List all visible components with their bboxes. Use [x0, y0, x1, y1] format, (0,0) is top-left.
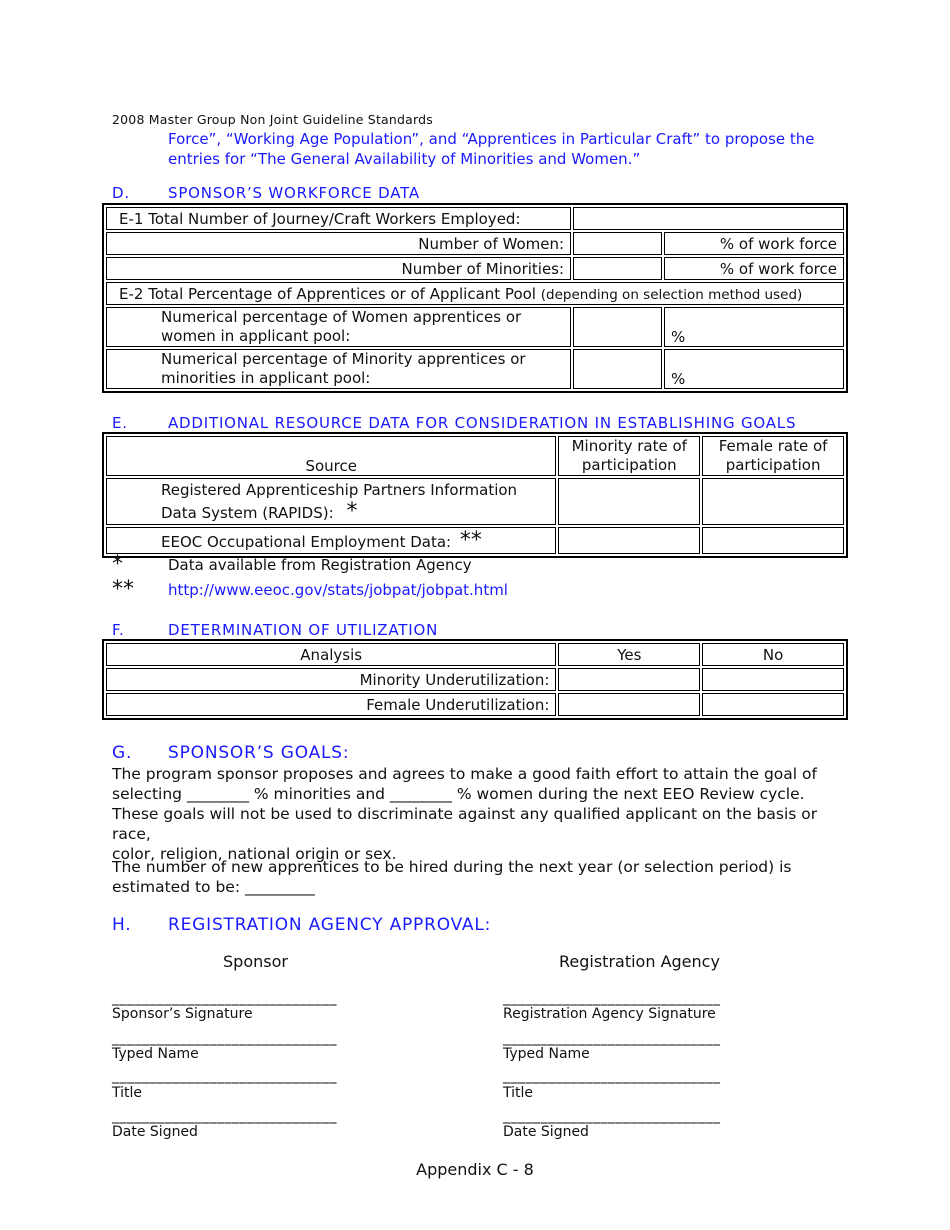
women-pct-field[interactable]: % of work force: [664, 232, 844, 255]
section-h-heading: [112, 915, 812, 937]
source-header: Source: [106, 436, 556, 476]
e2-note: (depending on selection method used): [540, 286, 803, 303]
table-row: [106, 693, 844, 716]
section-d-heading: [112, 184, 812, 204]
women-pct-percent-field[interactable]: %: [664, 307, 844, 347]
agency-typed-name-label: Typed Name: [503, 1046, 590, 1062]
agency-title-label: Title: [503, 1085, 534, 1101]
page-header: 2008 Master Group Non Joint Guideline Standards: [112, 112, 433, 127]
section-letter: G.: [112, 743, 133, 763]
agency-date-label: Date Signed: [503, 1124, 589, 1140]
section-title: SPONSOR’S GOALS:: [168, 743, 350, 763]
women-pct-label: [106, 307, 571, 347]
resource-data-table: [102, 432, 848, 558]
table-row: [106, 232, 844, 255]
section-letter: H.: [112, 915, 132, 935]
apprentices-estimate-paragraph: [112, 857, 842, 897]
minority-rate-header: [558, 436, 700, 476]
page-footer: Appendix C - 8: [416, 1160, 534, 1179]
sponsor-date-label: Date Signed: [112, 1124, 198, 1140]
section-g-heading: [112, 743, 812, 765]
sponsor-typed-name-label: Typed Name: [112, 1046, 199, 1062]
table-row: [106, 307, 844, 347]
table-row: [106, 349, 844, 389]
agency-typed-name-line[interactable]: _____________________________: [503, 1030, 721, 1046]
header-line: participation: [581, 456, 677, 474]
footnote-1-text: Data available from Registration Agency: [168, 556, 472, 574]
minorities-pct-field[interactable]: % of work force: [664, 257, 844, 280]
e2-label-text: E-2 Total Percentage of Apprentices or of Applicant Pool: [119, 284, 536, 303]
analysis-header: Analysis: [106, 643, 556, 666]
rapids-minority-field[interactable]: [558, 478, 700, 525]
section-title: DETERMINATION OF UTILIZATION: [168, 621, 439, 639]
section-letter: F.: [112, 621, 125, 639]
female-rate-header: [702, 436, 844, 476]
footnote-2-mark: **: [112, 577, 134, 602]
section-title: REGISTRATION AGENCY APPROVAL:: [168, 915, 492, 935]
sponsor-date-line[interactable]: ______________________________: [112, 1108, 337, 1124]
rapids-label: [106, 478, 556, 525]
label-line: [161, 501, 549, 524]
paragraph-line: The program sponsor proposes and agrees to make a good faith effort to attain the goal of: [112, 765, 817, 783]
sponsor-signature-label: Sponsor’s Signature: [112, 1006, 253, 1022]
section-f-heading: [112, 621, 812, 641]
section-letter: E.: [112, 414, 128, 432]
sponsor-title-line[interactable]: ______________________________: [112, 1068, 337, 1084]
label-line: Numerical percentage of Women apprentices or: [161, 308, 522, 326]
women-count-field[interactable]: [573, 232, 662, 255]
female-underutilization-label: Female Underutilization:: [106, 693, 556, 716]
yes-header: Yes: [558, 643, 700, 666]
women-pct-value-field[interactable]: [573, 307, 662, 347]
eeoc-link[interactable]: http://www.eeoc.gov/stats/jobpat/jobpat.html: [168, 581, 508, 599]
intro-line-2: entries for “The General Availability of Minorities and Women.”: [168, 150, 641, 168]
workforce-table: [102, 203, 848, 393]
footnote-1-mark: *: [112, 552, 123, 577]
label-text: EEOC Occupational Employment Data:: [161, 533, 452, 551]
table-row: [106, 436, 844, 476]
women-label: Number of Women:: [106, 232, 571, 255]
label-line: Registered Apprenticeship Partners Information: [161, 481, 518, 499]
rapids-female-field[interactable]: [702, 478, 844, 525]
e2-label: [106, 282, 844, 305]
minority-pct-label: [106, 349, 571, 389]
agency-title-line[interactable]: _____________________________: [503, 1068, 721, 1084]
section-e-heading: [112, 414, 852, 434]
eeoc-female-field[interactable]: [702, 527, 844, 554]
paragraph-line: estimated to be: _________: [112, 878, 315, 896]
section-title: SPONSOR’S WORKFORCE DATA: [168, 184, 420, 202]
agency-signature-line[interactable]: _____________________________: [503, 990, 721, 1006]
female-yes-field[interactable]: [558, 693, 700, 716]
table-row: [106, 643, 844, 666]
no-header: No: [702, 643, 844, 666]
table-row: [106, 527, 844, 554]
section-letter: D.: [112, 184, 130, 202]
header-line: Minority rate of: [571, 437, 687, 455]
header-line: Female rate of: [718, 437, 828, 455]
sponsor-typed-name-line[interactable]: ______________________________: [112, 1030, 337, 1046]
e1-value-field[interactable]: [573, 207, 844, 230]
paragraph-line: selecting ________ % minorities and ________ % women during the next EEO Review cycle.: [112, 785, 805, 803]
utilization-table: [102, 639, 848, 720]
minority-no-field[interactable]: [702, 668, 844, 691]
eeoc-minority-field[interactable]: [558, 527, 700, 554]
intro-text: [168, 129, 868, 169]
section-title: ADDITIONAL RESOURCE DATA FOR CONSIDERATION IN ESTABLISHING GOALS: [168, 414, 797, 432]
paragraph-line: color, religion, national origin or sex.: [112, 845, 397, 863]
minority-underutilization-label: Minority Underutilization:: [106, 668, 556, 691]
table-row: [106, 207, 844, 230]
agency-signature-label: Registration Agency Signature: [503, 1006, 716, 1022]
label-line: minorities in applicant pool:: [161, 369, 371, 387]
paragraph-line: These goals will not be used to discriminate against any qualified applicant on the basis or race,: [112, 805, 818, 843]
minorities-label: Number of Minorities:: [106, 257, 571, 280]
agency-date-line[interactable]: _____________________________: [503, 1108, 721, 1124]
asterisk-mark: *: [346, 499, 358, 524]
table-row: [106, 668, 844, 691]
label-line: women in applicant pool:: [161, 327, 351, 345]
minorities-count-field[interactable]: [573, 257, 662, 280]
sponsor-heading: Sponsor: [223, 952, 288, 971]
sponsor-title-label: Title: [112, 1085, 143, 1101]
minority-yes-field[interactable]: [558, 668, 700, 691]
table-row: [106, 478, 844, 525]
minority-pct-percent-field[interactable]: %: [664, 349, 844, 389]
label-text: Data System (RAPIDS):: [161, 504, 334, 522]
table-row: [106, 282, 844, 305]
eeoc-label: [106, 527, 556, 554]
paragraph-line: The number of new apprentices to be hired during the next year (or selection period) is: [112, 858, 792, 876]
label-line: Numerical percentage of Minority apprentices or: [161, 350, 526, 368]
e1-label: E-1 Total Number of Journey/Craft Workers Employed:: [106, 207, 571, 230]
minority-pct-value-field[interactable]: [573, 349, 662, 389]
header-line: participation: [725, 456, 821, 474]
table-row: [106, 257, 844, 280]
female-no-field[interactable]: [702, 693, 844, 716]
agency-heading: Registration Agency: [559, 952, 720, 971]
sponsor-signature-line[interactable]: ______________________________: [112, 990, 337, 1006]
intro-line-1: Force”, “Working Age Population”, and “Apprentices in Particular Craft” to propose the: [168, 130, 815, 148]
double-asterisk-mark: **: [459, 528, 482, 553]
goals-paragraph: [112, 764, 842, 864]
